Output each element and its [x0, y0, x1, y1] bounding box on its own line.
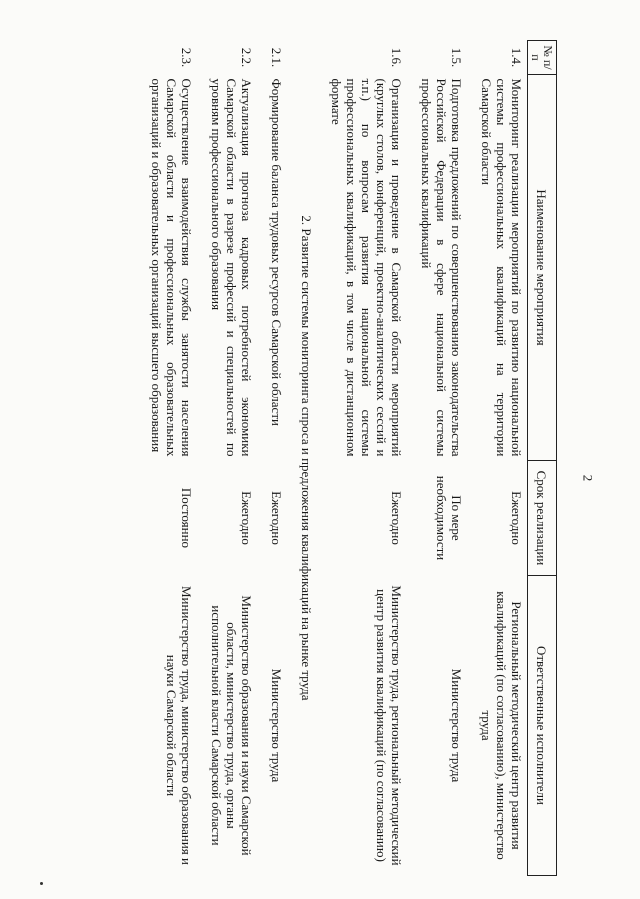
row-name: Мониторинг реализации мероприятий по развитию национальной системы профессиональных квалификаций на территории Самарской области — [479, 78, 524, 457]
row-name: Осуществление взаимодействия службы занятости населения Самарской области и профессиональных образовательных организаций и образовательных организаций высшего образования — [149, 78, 194, 457]
header-responsible: Ответственные исполнители — [528, 576, 557, 876]
section-row — [287, 41, 317, 876]
table-row — [257, 41, 287, 876]
row-number: 1.6. — [389, 47, 404, 68]
row-name: Формирование баланса трудовых ресурсов Самарской области — [269, 78, 284, 426]
table-row — [407, 41, 467, 876]
header-number: № п/п — [528, 41, 557, 75]
rotated-page-content — [97, 40, 557, 875]
row-responsible: Министерство труда, региональный методический центр развития квалификаций (по согласованию) — [374, 585, 404, 866]
row-responsible: Министерство труда — [449, 668, 464, 783]
row-responsible: Министерство труда — [269, 668, 284, 783]
page-number: 2 — [580, 474, 596, 482]
measures-table — [137, 40, 557, 876]
header-term: Срок реализации — [528, 461, 557, 576]
table-row — [317, 41, 407, 876]
header-name: Наименование мероприятия — [528, 75, 557, 461]
row-name: Подготовка предложений по совершенствованию законодательства Российской Федерации в сфере национальной системы профессиональных квалификаций — [419, 78, 464, 457]
table-body — [137, 41, 528, 876]
row-responsible: Министерство образования и науки Самарской области, министерство труда, органы исполнительной власти Самарской области — [209, 595, 254, 856]
header-row — [528, 41, 557, 876]
table-header — [528, 41, 557, 876]
row-term: По мере необходимости — [434, 475, 464, 561]
row-name: Организация и проведение в Самарской области мероприятий (круглых столов, конференций, проектно-аналитических сессий и т.п.) по вопросам развития национальной системы профессиональных квалификаций, в том числе в дистанционном формате — [329, 78, 404, 457]
row-term: Ежегодно — [509, 491, 524, 545]
row-responsible: Региональный методический центр развития квалификаций (по согласованию), министерство труда — [479, 591, 524, 860]
row-number: 1.4. — [509, 47, 524, 68]
section-title: 2. Развитие системы мониторинга спроса и предложения квалификаций на рынке труда — [299, 215, 314, 701]
row-term: Ежегодно — [239, 491, 254, 545]
scan-speck — [40, 882, 43, 885]
row-name: Актуализация прогноза кадровых потребностей экономики Самарской области в разрезе профессий и специальностей по уровням профессионального образования — [209, 78, 254, 457]
row-number: 2.2. — [239, 47, 254, 68]
table-row — [137, 41, 197, 876]
row-term: Ежегодно — [269, 491, 284, 545]
row-responsible: Министерство труда, министерство образования и науки Самарской области — [164, 586, 194, 865]
row-term: Ежегодно — [389, 491, 404, 545]
row-term: Постоянно — [179, 487, 194, 549]
table-row — [467, 41, 528, 876]
table-row — [197, 41, 257, 876]
row-number: 2.1. — [269, 47, 284, 68]
row-number: 2.3. — [179, 47, 194, 68]
row-number: 1.5. — [449, 47, 464, 68]
